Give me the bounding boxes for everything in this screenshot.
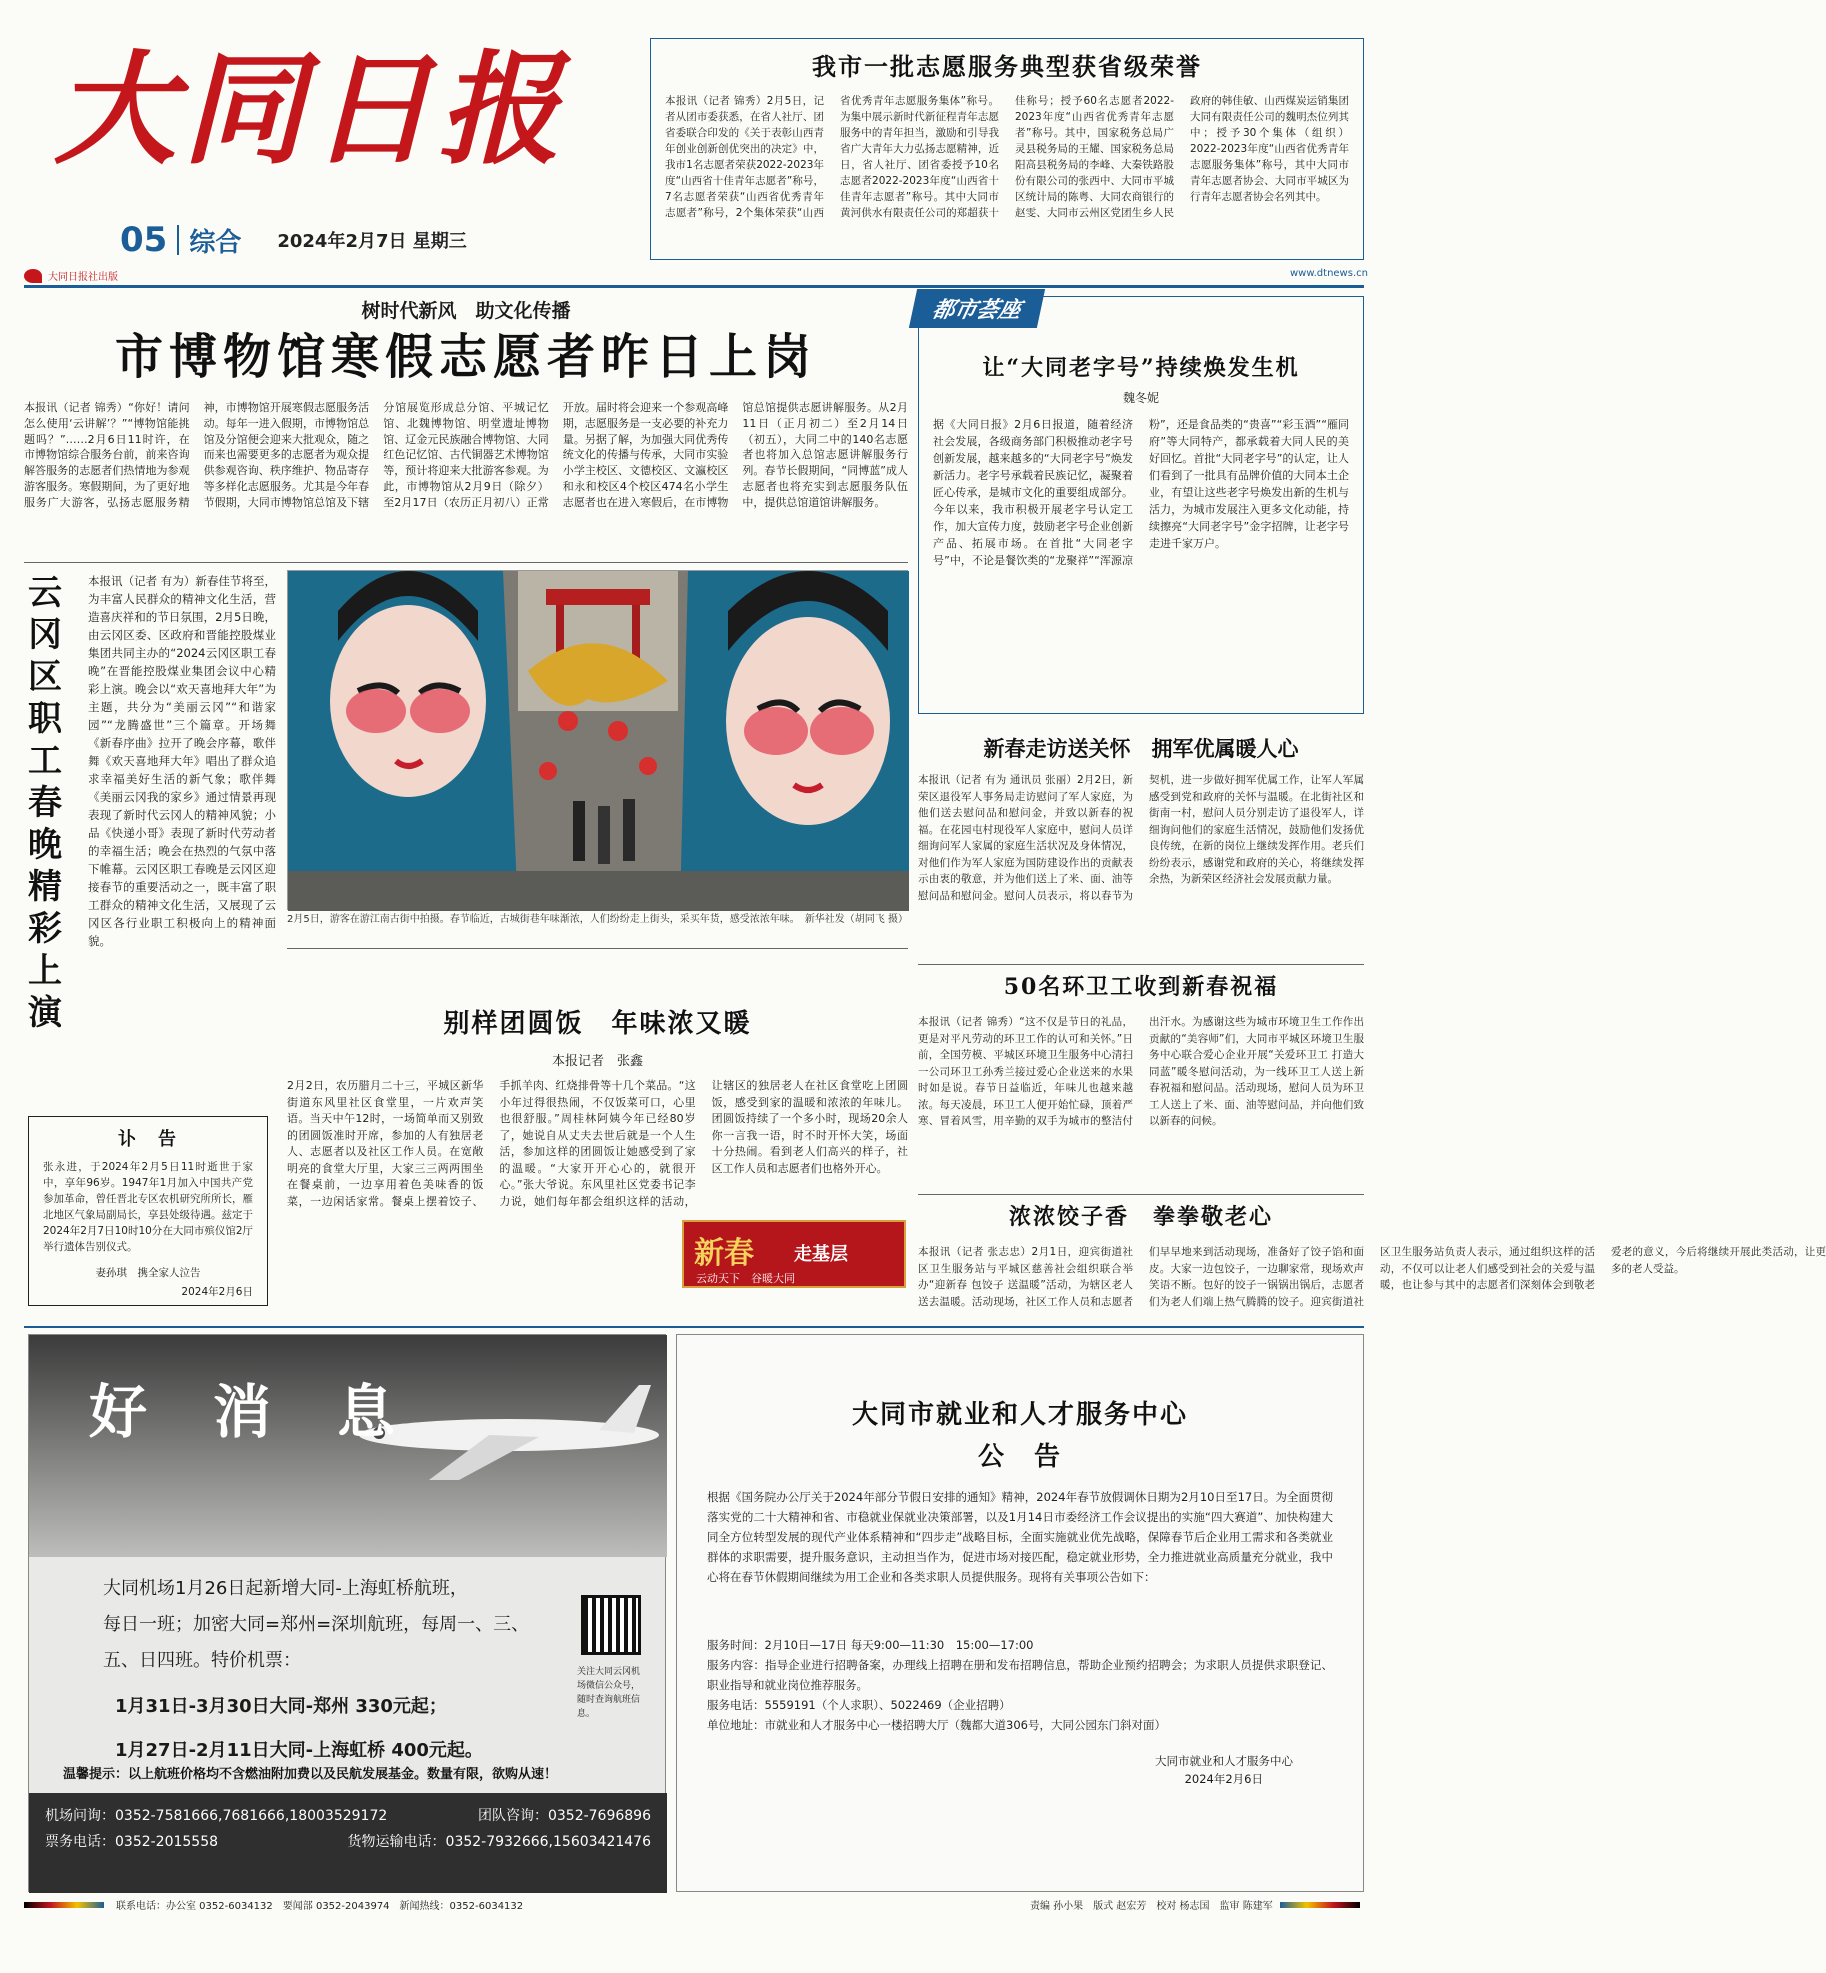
- lead-title: 市博物馆寒假志愿者昨日上岗: [114, 329, 817, 385]
- laozihao-body: 据《大同日报》2月6日报道，随着经济社会发展，各级商务部门积极推动老字号创新发展，越来越多的“大同老字号”焕发新活力。老字号承载着民族记忆，凝聚着匠心传承，是城市文化的重要组成部分。今年以来，我市积极开展老字号认定工作，加大宣传力度，鼓励老字号企业创新产品、拓展市场。在首批“大同老字号”中，不论是餐饮类的“龙聚祥”“浑源凉粉”，还是食品类的“贵喜”“彩玉酒”“雁同府”等大同特产，都承载着大同人民的美好回忆。首批“大同老字号”的认定，让人们看到了一批具有品牌价值的大同本土企业，有望让这些老字号焕发出新的生机与活力，为城市发展注入更多文化动能，持续擦亮“大同老字号”金字招牌，让老字号走进千家万户。: [933, 418, 1349, 567]
- xinchun-sub: 走基层: [794, 1244, 848, 1265]
- lead-kicker: 树时代新风 助文化传播: [361, 300, 571, 322]
- color-bar-left: [24, 1902, 104, 1908]
- obituary-signature: 妻孙琪 携全家人泣告: [95, 1267, 201, 1279]
- airport-line2: 每日一班；加密大同=郑州=深圳航班，每周一、三、: [103, 1614, 530, 1635]
- top-story-body: 本报讯（记者 锦秀）2月5日，记者从团市委获悉，在省人社厅、团省委联合印发的《关于表彰山西青年创业创新创优突出的决定》中，我市1名志愿者荣获2022-2023年度“山西省十佳青年志愿者”称号，7名志愿者荣获“山西省优秀青年志愿者”称号，2个集体荣获“山西省优秀青年志愿服务集体”称号。为集中展示新时代新征程青年志愿服务中的青年担当，激励和引导我省广大青年大力弘扬志愿精神，近日，省人社厅、团省委授予10名志愿者2022-2023年度“山西省十佳青年志愿者”称号。其中大同市黄河供水有限责任公司的郑超获十佳称号；授予60名志愿者2022-2023年度“山西省优秀青年志愿者”称号。其中，国家税务总局广灵县税务局的王耀、国家税务总局阳高县税务局的李峰、大秦铁路股份有限公司的张西中、大同市平城区统计局的陈粤、大同农商银行的赵雯、大同市云州区党团生乡人民政府的韩佳敏、山西煤炭运销集团大同有限责任公司的魏明杰位列其中；授予30个集体（组织）2022-2023年度“山西省优秀青年志愿服务集体”称号，其中大同市青年志愿者协会、大同市平城区为行青年志愿者协会名列其中。: [665, 95, 1349, 219]
- employment-sign: 大同市就业和人才服务中心: [1155, 1754, 1293, 1768]
- issue-date: 2024年2月7日 星期三: [277, 231, 467, 252]
- news-photo: [287, 570, 908, 910]
- visit-body: 本报讯（记者 有为 通讯员 张丽）2月2日，新荣区退役军人事务局走访慰问了军人家庭，为他们送去慰问品和慰问金，并致以新春的祝福。在花园屯村现役军人家庭中，慰问人员详细询问军人家属的家庭生活状况及身体情况，对他们作为军人家庭为国防建设作出的贡献表示由衷的敬意，并为他们送上了米、面、油等慰问品和慰问金。慰问人员表示，将以春节为契机，进一步做好拥军优属工作，让军人军属感受到党和政府的关怀与温暖。在北街社区和街南一村，慰问人员分别走访了退役军人，详细询问他们的家庭生活情况，鼓励他们发扬优良传统，在新的岗位上继续发挥作用。老兵们纷纷表示，感谢党和政府的关心，将继续发挥余热，为新荣区经济社会发展贡献力量。: [918, 774, 1364, 902]
- sanitation-body: 本报讯（记者 锦秀）“这不仅是节日的礼品，更是对平凡劳动的环卫工作的认可和关怀。”日前，全国劳模、平城区环境卫生服务中心清扫一公司环卫工孙秀兰接过爱心企业送来的水果时如是说。春节日益临近，年味儿也越来越浓。每天凌晨，环卫工人便开始忙碌，顶着严寒、冒着风雪，用辛勤的双手为城市的整洁付出汗水。为感谢这些为城市环境卫生工作作出贡献的“美容师”们，大同市平城区环境卫生服务中心联合爱心企业开展“关爱环卫工 打造大同蓝”暖冬慰问活动，为一线环卫工人送上新春祝福和慰问品。活动现场，慰问人员为环卫工人送上了米、面、油等慰问品，并向他们致以新春的问候。: [918, 1016, 1364, 1127]
- publisher-logo-icon: [24, 269, 42, 283]
- airport-phone1: 机场问询：0352-7581666,7681666,18003529172: [45, 1808, 388, 1824]
- color-bar-right: [1280, 1902, 1360, 1908]
- street-scene-image: [288, 571, 909, 911]
- logo: 大同日报: [54, 37, 566, 181]
- employment-time: 服务时间：2月10日—17日 每天9:00—11:30 15:00—17:00: [707, 1638, 1034, 1652]
- reunion-byline: 本报记者 张鑫: [551, 1054, 643, 1069]
- reunion-title: 别样团圆饭 年味浓又暖: [443, 1009, 752, 1039]
- masthead: [24, 20, 624, 282]
- photo-credit: 新华社发（胡同飞 摄）: [804, 914, 908, 925]
- header-rule: [24, 285, 1364, 288]
- obituary-date: 2024年2月6日: [181, 1286, 253, 1298]
- airport-phone2: 团队咨询：0352-7696896: [477, 1808, 651, 1824]
- section-name: 综合: [189, 227, 242, 258]
- employment-subtitle: 公 告: [977, 1442, 1062, 1472]
- employment-date: 2024年2月6日: [1184, 1772, 1263, 1786]
- publisher: 大同日报社出版: [48, 272, 118, 283]
- obituary-title: 讣 告: [118, 1129, 178, 1150]
- airport-phone3: 票务电话：0352-2015558: [45, 1834, 219, 1850]
- page-number: 05: [120, 220, 168, 260]
- airport-phone4: 货物运输电话：0352-7932666,15603421476: [347, 1834, 651, 1850]
- sanitation-title: 50名环卫工收到新春祝福: [1003, 974, 1279, 1000]
- visit-title: 新春走访送关怀 拥军优属暖人心: [983, 736, 1299, 761]
- yungang-title: 云冈区职工春晚精彩上演: [28, 573, 62, 1033]
- yungang-body: 本报讯（记者 有为）新春佳节将至，为丰富人民群众的精神文化生活，营造喜庆祥和的节日氛围，2月5日晚，由云冈区委、区政府和晋能控股煤业集团共同主办的“2024云冈区职工春晚”在晋能控股煤业集团会议中心精彩上演。晚会以“欢天喜地拜大年”为主题，共分为“美丽云冈”“和谐家园”“龙腾盛世”三个篇章。开场舞《新春序曲》拉开了晚会序幕，歌伴舞《欢天喜地拜大年》唱出了群众追求幸福美好生活的新气象；歌伴舞《美丽云冈我的家乡》通过情景再现表现了新时代云冈人的精神风貌；小品《快递小哥》表现了新时代劳动者的幸福生活；晚会在热烈的气氛中落下帷幕。云冈区职工春晚是云冈区迎接春节的重要活动之一，既丰富了职工群众的精神文化生活，又展现了云冈区各行业职工积极向上的精神面貌。: [88, 574, 276, 948]
- qr-code-icon[interactable]: [581, 1595, 641, 1655]
- photo-caption-text: 2月5日，游客在游江南古街中拍摄。春节临近，古城街巷年味渐浓，人们纷纷走上街头，采买年货，感受浓浓年味。: [287, 914, 800, 925]
- employment-ad: [676, 1334, 1364, 1892]
- website[interactable]: www.dtnews.cn: [1290, 268, 1368, 279]
- lead-body: 本报讯（记者 锦秀）“你好！请问怎么使用‘云讲解’？”“博物馆能挑题吗？”……2月6日11时许，在市博物馆综合服务台前，前来咨询解答服务的志愿者们热情地为参观游客服务。寒假期间，为了更好地服务广大游客，弘扬志愿服务精神，市博物馆开展寒假志愿服务活动。每年一进入假期，市博物馆总馆及分馆便会迎来大批观众，随之而来也需要更多的志愿者为观众提供参观咨询、秩序维护、物品寄存等多样化志愿服务。尤其是今年春节假期，大同市博物馆总馆及下辖分馆展览形成总分馆、平城记忆馆、北魏博物馆、明堂遗址博物馆、辽金元民族融合博物馆、大同红色记忆馆、古代铜器艺术博物馆等，预计将迎来大批游客参观。为此，市博物馆从2月9日（除夕）至2月17日（农历正月初八）正常开放。届时将会迎来一个参观高峰期，志愿服务是一支必要的补充力量。另据了解，为加强大同优秀传统文化的传播与传承，大同市实验小学主校区、文德校区、文瀛校区和永和校区4个校区474名小学生志愿者也在进入寒假后，在市博物馆总馆提供志愿讲解服务。从2月11日（正月初二）至2月14日（初五），大同二中的140名志愿者也将加入总馆志愿讲解服务行列。春节长假期间，“同博蓝”成人志愿者也将充实到志愿服务队伍中，提供总馆道馆讲解服务。: [24, 401, 908, 509]
- footer-contacts: 联系电话：办公室 0352-6034132 要闻部 0352-2043974 新闻热线：0352-6034132: [116, 1901, 524, 1912]
- airport-route1: 1月31日-3月30日大同-郑州 330元起；: [115, 1696, 447, 1717]
- laozihao-author: 魏冬妮: [1122, 391, 1159, 405]
- top-story: [650, 38, 1364, 260]
- airport-line3: 五、日四班。特价机票：: [103, 1650, 301, 1671]
- airport-route2: 1月27日-2月11日大同-上海虹桥 400元起。: [115, 1740, 483, 1761]
- employment-address: 单位地址：市就业和人才服务中心一楼招聘大厅（魏都大道306号，大同公园东门斜对面）: [707, 1718, 1166, 1732]
- xinchun-main: 新春: [694, 1236, 754, 1271]
- laozihao-title: 让“大同老字号”持续焕发生机: [982, 355, 1300, 381]
- qr-text: 关注大同云冈机场微信公众号，随时查询航班信息。: [577, 1667, 641, 1719]
- dumplings-body: 本报讯（记者 张志忠）2月1日，迎宾街道社区卫生服务站与平城区慈善社会组织联合举办“迎新春 包饺子 送温暖”活动，为辖区老人送去温暖。活动现场，社区工作人员和志愿者们早早地来到活动现场，准备好了饺子馅和面皮。大家一边包饺子，一边聊家常，现场欢声笑语不断。包好的饺子一锅锅出锅后，志愿者们为老人们端上热气腾腾的饺子。迎宾街道社区卫生服务站负责人表示，通过组织这样的活动，不仅可以让老人们感受到社会的关爱与温暖，也让参与其中的志愿者们深刻体会到敬老爱老的意义，今后将继续开展此类活动，让更多的老人受益。: [918, 1246, 1826, 1308]
- obituary-body: 张永进，于2024年2月5日11时逝世于家中，享年96岁。1947年1月加入中国共产党参加革命，曾任晋北专区农机研究所所长，雁北地区气象局副局长，享县处级待遇。兹定于2024年2月7日10时10分在大同市殡仪馆2厅举行遗体告别仪式。: [43, 1161, 253, 1253]
- obituary-box: [28, 1116, 268, 1306]
- xinchun-badge: [682, 1220, 906, 1288]
- airport-notice: 温馨提示：以上航班价格均不含燃油附加费以及民航发展基金。数量有限，欲购从速！: [63, 1767, 558, 1782]
- xinchun-tag: 云动天下 谷暖大同: [696, 1272, 795, 1285]
- reunion-body: 2月2日，农历腊月二十三，平城区新华街道东风里社区食堂里，一片欢声笑语。当天中午12时，一场简单而又别致的团圆饭准时开席，参加的人有独居老人、志愿者以及社区工作人员。在宽敞明亮的食堂大厅里，大家三三两两围坐在餐桌前，一边享用着色美味香的饭菜，一边闲话家常。餐桌上摆着饺子、手抓羊肉、红烧排骨等十几个菜品。“这小年过得很热闹，不仅饭菜可口，心里也很舒服。”周桂林阿姨今年已经80岁了，她说自从丈夫去世后就是一个人生活，参加这样的团圆饭让她感受到了家的温暖。“大家开开心心的，就很开心。”张大爷说。东风里社区党委书记李力说，她们每年都会组织这样的活动，让辖区的独居老人在社区食堂吃上团圆饭，感受到家的温暖和浓浓的年味儿。团圆饭持续了一个多小时，现场20余人你一言我一语，时不时开怀大笑，场面十分热闹。看到老人们高兴的样子，社区工作人员和志愿者们也格外开心。: [287, 1079, 908, 1208]
- airport-line1: 大同机场1月26日起新增大同-上海虹桥航班，: [103, 1578, 468, 1599]
- footer-editors: 责编 孙小果 版式 赵宏芳 校对 杨志国 监审 陈建军: [1030, 1901, 1273, 1912]
- employment-content: 服务内容：指导企业进行招聘备案，办理线上招聘在册和发布招聘信息，帮助企业预约招聘会；为求职人员提供求职登记、职业指导和就业岗位推荐服务。: [707, 1658, 1333, 1692]
- airport-ad: [28, 1334, 666, 1892]
- laozihao-box: [918, 296, 1364, 714]
- top-story-title: 我市一批志愿服务典型获省级荣誉: [812, 52, 1202, 81]
- employment-body: 根据《国务院办公厅关于2024年部分节假日安排的通知》精神，2024年春节放假调休日期为2月10日至17日。为全面贯彻落实党的二十大精神和省、市稳就业保就业决策部署，以及1月14日市委经济工作会议提出的实施“四大赛道”、加快构建大同全方位转型发展的现代产业体系精神和“四步走”战略目标，全面实施就业优先战略，保障春节后企业用工需求和各类就业群体的求职需要，提升服务意识，主动担当作为，促进市场对接匹配，稳定就业形势，全力推进就业高质量充分就业，我中心将在春节休假期间继续为用工企业和各类求职人员提供服务。现将有关事项公告如下：: [707, 1490, 1333, 1584]
- photo-caption: [287, 912, 908, 927]
- airport-ad-title: 好 消 息: [89, 1378, 400, 1446]
- employment-phone: 服务电话：5559191（个人求职）、5022469（企业招聘）: [707, 1698, 1011, 1712]
- dumplings-title: 浓浓饺子香 拳拳敬老心: [1008, 1204, 1273, 1230]
- employment-title: 大同市就业和人才服务中心: [851, 1400, 1188, 1430]
- column-banner: 都市荟座: [909, 289, 1045, 328]
